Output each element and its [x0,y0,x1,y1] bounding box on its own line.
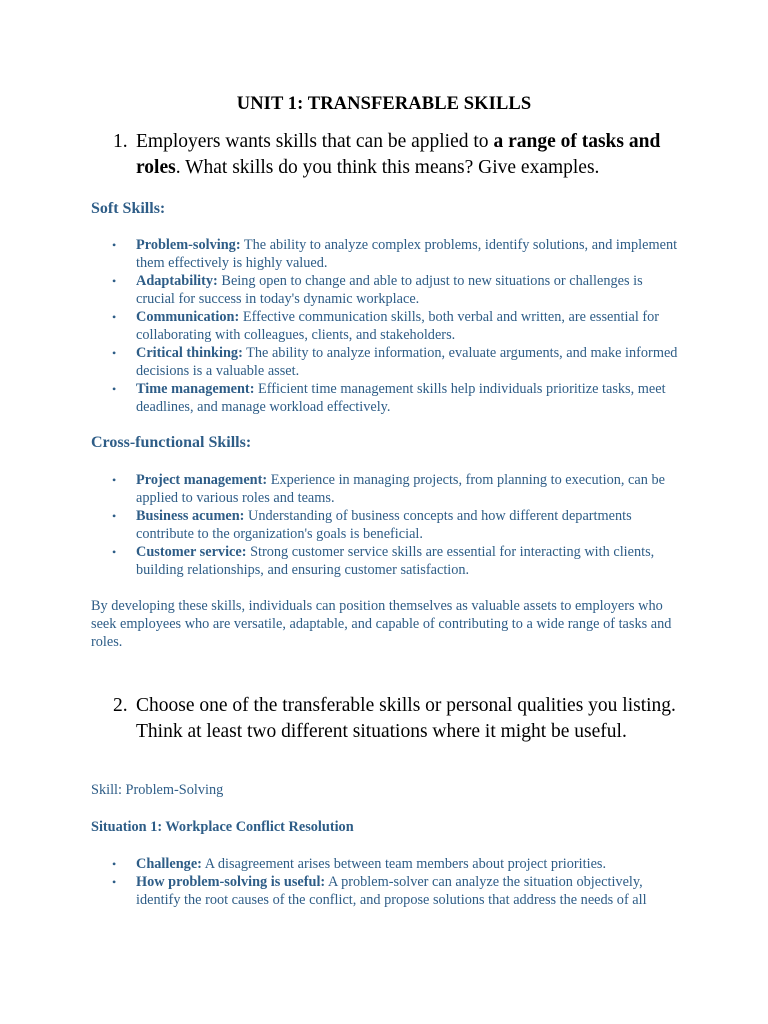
list-item-term: Customer service: [136,544,247,560]
list-item-term: Challenge: [136,856,202,872]
list-item-desc: Experience in managing projects, from planning to execution, can be applied to various roles and teams. [136,472,665,506]
bullet-icon: • [112,382,117,396]
list-item [112,308,684,344]
question-text-end: . What skills do you think this means? Give examples. [175,157,600,178]
list-item-term: Communication: [136,309,240,325]
page-title: UNIT 1: TRANSFERABLE SKILLS [236,94,532,114]
bullet-icon: • [112,857,117,871]
list-item [112,543,684,579]
list-item [112,344,684,380]
list-item-desc: A disagreement arises between team members about project priorities. [201,856,607,872]
bullet-icon: • [112,310,117,324]
list-item-desc: Strong customer service skills are essential for interacting with clients, building relationships, and ensuring customer satisfaction. [136,544,655,578]
question-text-start: Employers wants skills that can be applied to [136,131,494,152]
list-item [112,471,684,507]
question-text-bold: a range of tasks and roles [136,131,661,178]
question-1 [113,129,683,181]
list-item-term: Time management: [136,381,255,397]
bullet-icon: • [112,238,117,252]
list-item-desc: The ability to analyze information, evaluate arguments, and make informed decisions is a valuable asset. [136,345,678,379]
section-heading-cross-functional-skills: Cross-functional Skills: [91,434,252,451]
list-item-term: Problem-solving: [136,237,241,253]
list-item [112,855,684,873]
list-item [112,873,684,909]
list-item-desc: The ability to analyze complex problems, identify solutions, and implement them effectively is highly valued. [136,237,678,271]
list-item-term: Critical thinking: [136,345,243,361]
list-item-term: Project management: [136,472,268,488]
question-number: 1. [113,131,128,152]
list-item-desc: Being open to change and able to adjust to new situations or challenges is crucial for success in today's dynamic workplace. [136,273,643,307]
situation-heading: Situation 1: Workplace Conflict Resolution [91,819,354,835]
list-item [112,272,684,308]
list-item-desc: Efficient time management skills help individuals prioritize tasks, meet deadlines, and manage workload effectively. [136,381,666,415]
bullet-icon: • [112,274,117,288]
soft-skills-list [112,236,684,416]
bullet-icon: • [112,509,117,523]
section-heading-soft-skills: Soft Skills: [91,200,166,217]
list-item-desc: A problem-solver can analyze the situation objectively, identify the root causes of the conflict, and propose solutions that address the needs of all [136,874,647,908]
question-number: 2. [113,695,128,716]
question-text: Choose one of the transferable skills or personal qualities you listing. Think at least two different situations where it might be useful. [136,695,676,742]
summary-paragraph: By developing these skills, individuals can position themselves as valuable assets to employers who seek employees who are versatile, adaptable, and capable of contributing to a wide range of tasks and roles. [91,598,672,650]
bullet-icon: • [112,346,117,360]
question-2 [113,693,683,745]
list-item-term: How problem-solving is useful: [136,874,326,890]
list-item-term: Adaptability: [136,273,218,289]
list-item-desc: Understanding of business concepts and how different departments contribute to the organization's goals is beneficial. [136,508,632,542]
bullet-icon: • [112,473,117,487]
chosen-skill-label: Skill: Problem-Solving [91,782,224,798]
list-item-desc: Effective communication skills, both verbal and written, are essential for collaborating with colleagues, clients, and stakeholders. [136,309,660,343]
bullet-icon: • [112,875,117,889]
list-item [112,507,684,543]
cross-functional-skills-list [112,471,684,579]
list-item [112,380,684,416]
question-text [136,129,683,181]
situation-list [112,855,684,909]
bullet-icon: • [112,545,117,559]
list-item-term: Business acumen: [136,508,245,524]
list-item [112,236,684,272]
